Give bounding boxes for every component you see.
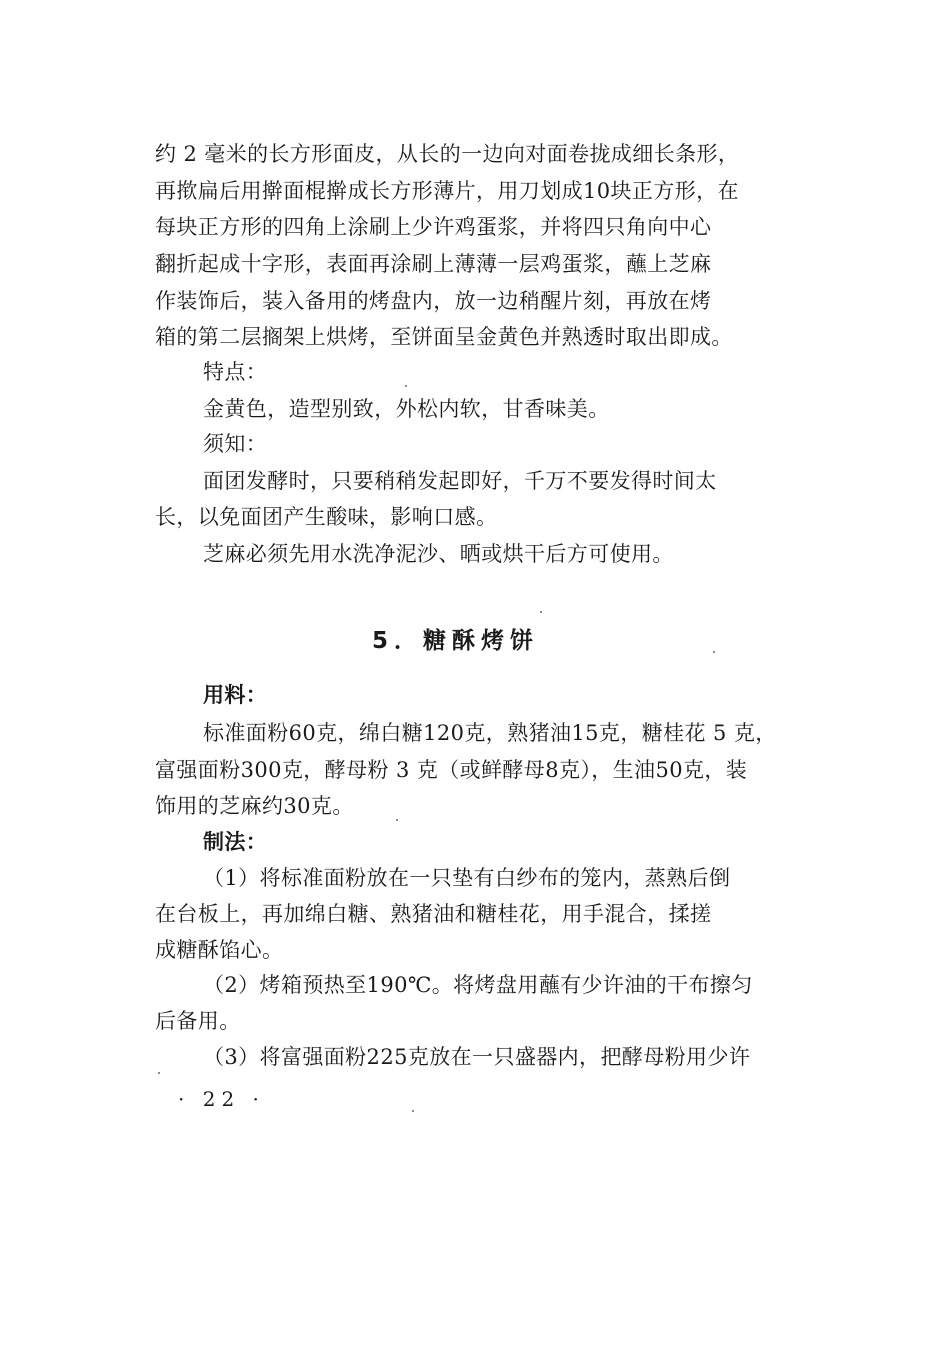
method-step1-line: 成糖酥馅心。 [155,938,284,962]
ingredients-label: 用料： [203,682,268,707]
method-step3-line: （3）将富强面粉225克放在一只盛器内，把酵母粉用少许 [203,1045,751,1069]
scan-speck [396,819,398,821]
scan-speck [158,1072,160,1074]
body-text-line: 箱的第二层搁架上烘烤，至饼面呈金黄色并熟透时取出即成。 [155,325,733,349]
method-step2-line: 后备用。 [155,1009,241,1033]
ingredients-line: 标准面粉60克，绵白糖120克，熟猪油15克，糖桂花 5 克， [203,721,777,745]
ingredients-line: 饰用的芝麻约30克。 [155,794,354,818]
scan-speck [405,385,407,387]
features-label: 特点： [203,360,268,384]
page-number-value: 22 [202,1087,241,1111]
method-step1-line: 在台板上，再加绵白糖、熟猪油和糖桂花，用手混合，揉搓 [155,902,712,926]
method-step1-line: （1）将标准面粉放在一只垫有白纱布的笼内，蒸熟后倒 [203,866,731,890]
ingredients-line: 富强面粉300克，酵母粉 3 克（或鲜酵母8克），生油50克，装 [155,758,748,782]
notes-line: 芝麻必须先用水洗净泥沙、晒或烘干后方可使用。 [203,542,674,566]
notes-line: 长，以免面团产生酸味，影响口感。 [155,505,498,529]
scan-speck [540,611,542,613]
features-text: 金黄色，造型别致，外松内软，甘香味美。 [203,397,610,421]
body-text-line: 再揿扁后用擀面棍擀成长方形薄片，用刀划成10块正方形，在 [155,179,739,203]
method-step2-line: （2）烤箱预热至190℃。将烤盘用蘸有少许油的干布擦匀 [203,973,753,997]
body-text-line: 作装饰后，装入备用的烤盘内，放一边稍醒片刻，再放在烤 [155,289,712,313]
notes-line: 面团发酵时，只要稍稍发起即好，千万不要发得时间太 [203,469,717,493]
page-number: · 22 · [178,1087,265,1111]
body-text-line: 每块正方形的四角上涂刷上少许鸡蛋浆，并将四只角向中心 [155,215,712,239]
scan-speck [412,1110,414,1112]
body-text-line: 约 2 毫米的长方形面皮，从长的一边向对面卷拢成细长条形， [155,142,740,166]
method-label: 制法： [203,829,268,854]
notes-label: 须知： [203,432,268,456]
scan-speck [713,651,715,653]
body-text-line: 翻折起成十字形，表面再涂刷上薄薄一层鸡蛋浆，蘸上芝麻 [155,252,712,276]
recipe-title: 5．糖酥烤饼 [372,628,540,654]
